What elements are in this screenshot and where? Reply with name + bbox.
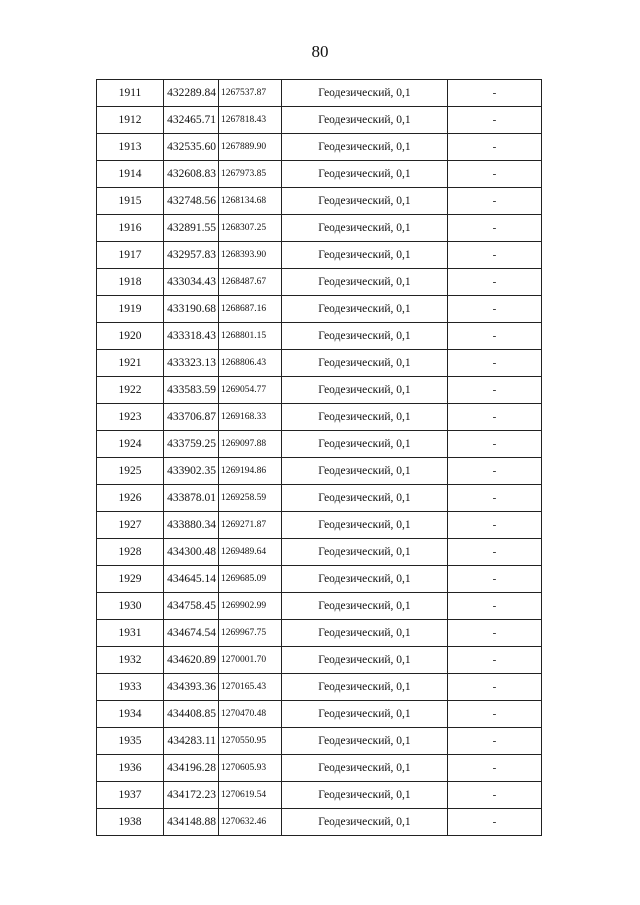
- x-coordinate-cell: 434408.85: [164, 701, 219, 728]
- method-cell: Геодезический, 0,1: [282, 107, 448, 134]
- method-cell: Геодезический, 0,1: [282, 512, 448, 539]
- table-row: [97, 485, 542, 512]
- note-cell: -: [448, 107, 542, 134]
- y-coordinate-cell: 1270605.93: [219, 755, 282, 782]
- y-coordinate-cell: 1270619.54: [219, 782, 282, 809]
- y-coordinate-cell: 1269168.33: [219, 404, 282, 431]
- y-coordinate-cell: 1270550.95: [219, 728, 282, 755]
- y-coordinate-cell: 1269271.87: [219, 512, 282, 539]
- table-row: [97, 134, 542, 161]
- point-number-cell: 1935: [97, 728, 164, 755]
- point-number-cell: 1937: [97, 782, 164, 809]
- x-coordinate-cell: 432748.56: [164, 188, 219, 215]
- method-cell: Геодезический, 0,1: [282, 323, 448, 350]
- method-cell: Геодезический, 0,1: [282, 674, 448, 701]
- point-number-cell: 1927: [97, 512, 164, 539]
- note-cell: -: [448, 782, 542, 809]
- x-coordinate-cell: 432289.84: [164, 80, 219, 107]
- x-coordinate-cell: 433323.13: [164, 350, 219, 377]
- method-cell: Геодезический, 0,1: [282, 188, 448, 215]
- note-cell: -: [448, 485, 542, 512]
- note-cell: -: [448, 728, 542, 755]
- note-cell: -: [448, 674, 542, 701]
- point-number-cell: 1932: [97, 647, 164, 674]
- y-coordinate-cell: 1269054.77: [219, 377, 282, 404]
- method-cell: Геодезический, 0,1: [282, 647, 448, 674]
- y-coordinate-cell: 1270001.70: [219, 647, 282, 674]
- x-coordinate-cell: 433583.59: [164, 377, 219, 404]
- table-row: [97, 188, 542, 215]
- point-number-cell: 1928: [97, 539, 164, 566]
- x-coordinate-cell: 434172.23: [164, 782, 219, 809]
- note-cell: -: [448, 458, 542, 485]
- point-number-cell: 1922: [97, 377, 164, 404]
- y-coordinate-cell: 1269967.75: [219, 620, 282, 647]
- y-coordinate-cell: 1267537.87: [219, 80, 282, 107]
- y-coordinate-cell: 1268134.68: [219, 188, 282, 215]
- point-number-cell: 1931: [97, 620, 164, 647]
- table-row: [97, 755, 542, 782]
- method-cell: Геодезический, 0,1: [282, 80, 448, 107]
- y-coordinate-cell: 1268801.15: [219, 323, 282, 350]
- y-coordinate-cell: 1268393.90: [219, 242, 282, 269]
- table-row: [97, 215, 542, 242]
- table-row: [97, 404, 542, 431]
- y-coordinate-cell: 1269258.59: [219, 485, 282, 512]
- table-row: [97, 269, 542, 296]
- note-cell: -: [448, 350, 542, 377]
- method-cell: Геодезический, 0,1: [282, 566, 448, 593]
- point-number-cell: 1921: [97, 350, 164, 377]
- point-number-cell: 1913: [97, 134, 164, 161]
- page-number: 80: [311, 42, 329, 61]
- method-cell: Геодезический, 0,1: [282, 755, 448, 782]
- point-number-cell: 1914: [97, 161, 164, 188]
- y-coordinate-cell: 1268687.16: [219, 296, 282, 323]
- note-cell: -: [448, 539, 542, 566]
- point-number-cell: 1924: [97, 431, 164, 458]
- note-cell: -: [448, 593, 542, 620]
- table-row: [97, 809, 542, 836]
- x-coordinate-cell: 432608.83: [164, 161, 219, 188]
- y-coordinate-cell: 1270470.48: [219, 701, 282, 728]
- note-cell: -: [448, 566, 542, 593]
- x-coordinate-cell: 432535.60: [164, 134, 219, 161]
- x-coordinate-cell: 434674.54: [164, 620, 219, 647]
- table-row: [97, 566, 542, 593]
- note-cell: -: [448, 701, 542, 728]
- table-row: [97, 242, 542, 269]
- note-cell: -: [448, 512, 542, 539]
- point-number-cell: 1911: [97, 80, 164, 107]
- note-cell: -: [448, 134, 542, 161]
- y-coordinate-cell: 1268487.67: [219, 269, 282, 296]
- note-cell: -: [448, 296, 542, 323]
- method-cell: Геодезический, 0,1: [282, 161, 448, 188]
- table-row: [97, 647, 542, 674]
- table-row: [97, 296, 542, 323]
- point-number-cell: 1936: [97, 755, 164, 782]
- point-number-cell: 1916: [97, 215, 164, 242]
- note-cell: -: [448, 809, 542, 836]
- table-row: [97, 674, 542, 701]
- y-coordinate-cell: 1270165.43: [219, 674, 282, 701]
- x-coordinate-cell: 433878.01: [164, 485, 219, 512]
- x-coordinate-cell: 434620.89: [164, 647, 219, 674]
- x-coordinate-cell: 434148.88: [164, 809, 219, 836]
- point-number-cell: 1920: [97, 323, 164, 350]
- y-coordinate-cell: 1270632.46: [219, 809, 282, 836]
- coordinates-table-body: [97, 80, 542, 836]
- method-cell: Геодезический, 0,1: [282, 377, 448, 404]
- x-coordinate-cell: 433706.87: [164, 404, 219, 431]
- note-cell: -: [448, 323, 542, 350]
- y-coordinate-cell: 1269685.09: [219, 566, 282, 593]
- table-row: [97, 620, 542, 647]
- point-number-cell: 1926: [97, 485, 164, 512]
- note-cell: -: [448, 161, 542, 188]
- note-cell: -: [448, 431, 542, 458]
- y-coordinate-cell: 1269097.88: [219, 431, 282, 458]
- method-cell: Геодезический, 0,1: [282, 134, 448, 161]
- method-cell: Геодезический, 0,1: [282, 404, 448, 431]
- method-cell: Геодезический, 0,1: [282, 458, 448, 485]
- point-number-cell: 1917: [97, 242, 164, 269]
- table-row: [97, 701, 542, 728]
- note-cell: -: [448, 215, 542, 242]
- x-coordinate-cell: 432465.71: [164, 107, 219, 134]
- method-cell: Геодезический, 0,1: [282, 485, 448, 512]
- method-cell: Геодезический, 0,1: [282, 269, 448, 296]
- method-cell: Геодезический, 0,1: [282, 350, 448, 377]
- x-coordinate-cell: 432891.55: [164, 215, 219, 242]
- note-cell: -: [448, 188, 542, 215]
- table-row: [97, 431, 542, 458]
- x-coordinate-cell: 434196.28: [164, 755, 219, 782]
- table-row: [97, 539, 542, 566]
- point-number-cell: 1938: [97, 809, 164, 836]
- table-row: [97, 107, 542, 134]
- note-cell: -: [448, 377, 542, 404]
- y-coordinate-cell: 1267818.43: [219, 107, 282, 134]
- point-number-cell: 1929: [97, 566, 164, 593]
- point-number-cell: 1912: [97, 107, 164, 134]
- x-coordinate-cell: 434645.14: [164, 566, 219, 593]
- x-coordinate-cell: 432957.83: [164, 242, 219, 269]
- x-coordinate-cell: 433759.25: [164, 431, 219, 458]
- table-row: [97, 161, 542, 188]
- point-number-cell: 1918: [97, 269, 164, 296]
- method-cell: Геодезический, 0,1: [282, 782, 448, 809]
- y-coordinate-cell: 1269902.99: [219, 593, 282, 620]
- method-cell: Геодезический, 0,1: [282, 620, 448, 647]
- x-coordinate-cell: 433880.34: [164, 512, 219, 539]
- point-number-cell: 1915: [97, 188, 164, 215]
- table-row: [97, 782, 542, 809]
- point-number-cell: 1933: [97, 674, 164, 701]
- table-row: [97, 728, 542, 755]
- note-cell: -: [448, 647, 542, 674]
- y-coordinate-cell: 1268307.25: [219, 215, 282, 242]
- method-cell: Геодезический, 0,1: [282, 431, 448, 458]
- x-coordinate-cell: 434300.48: [164, 539, 219, 566]
- note-cell: -: [448, 242, 542, 269]
- point-number-cell: 1919: [97, 296, 164, 323]
- x-coordinate-cell: 433034.43: [164, 269, 219, 296]
- method-cell: Геодезический, 0,1: [282, 701, 448, 728]
- point-number-cell: 1930: [97, 593, 164, 620]
- coordinates-table: [96, 79, 542, 836]
- y-coordinate-cell: 1267973.85: [219, 161, 282, 188]
- x-coordinate-cell: 433318.43: [164, 323, 219, 350]
- note-cell: -: [448, 80, 542, 107]
- table-row: [97, 593, 542, 620]
- method-cell: Геодезический, 0,1: [282, 809, 448, 836]
- x-coordinate-cell: 433190.68: [164, 296, 219, 323]
- y-coordinate-cell: 1268806.43: [219, 350, 282, 377]
- x-coordinate-cell: 434758.45: [164, 593, 219, 620]
- note-cell: -: [448, 404, 542, 431]
- y-coordinate-cell: 1267889.90: [219, 134, 282, 161]
- method-cell: Геодезический, 0,1: [282, 539, 448, 566]
- y-coordinate-cell: 1269194.86: [219, 458, 282, 485]
- point-number-cell: 1925: [97, 458, 164, 485]
- table-row: [97, 350, 542, 377]
- note-cell: -: [448, 620, 542, 647]
- note-cell: -: [448, 269, 542, 296]
- table-row: [97, 80, 542, 107]
- method-cell: Геодезический, 0,1: [282, 728, 448, 755]
- x-coordinate-cell: 434393.36: [164, 674, 219, 701]
- y-coordinate-cell: 1269489.64: [219, 539, 282, 566]
- point-number-cell: 1934: [97, 701, 164, 728]
- table-row: [97, 377, 542, 404]
- table-row: [97, 458, 542, 485]
- table-row: [97, 323, 542, 350]
- method-cell: Геодезический, 0,1: [282, 296, 448, 323]
- x-coordinate-cell: 433902.35: [164, 458, 219, 485]
- method-cell: Геодезический, 0,1: [282, 215, 448, 242]
- method-cell: Геодезический, 0,1: [282, 242, 448, 269]
- point-number-cell: 1923: [97, 404, 164, 431]
- table-row: [97, 512, 542, 539]
- x-coordinate-cell: 434283.11: [164, 728, 219, 755]
- method-cell: Геодезический, 0,1: [282, 593, 448, 620]
- note-cell: -: [448, 755, 542, 782]
